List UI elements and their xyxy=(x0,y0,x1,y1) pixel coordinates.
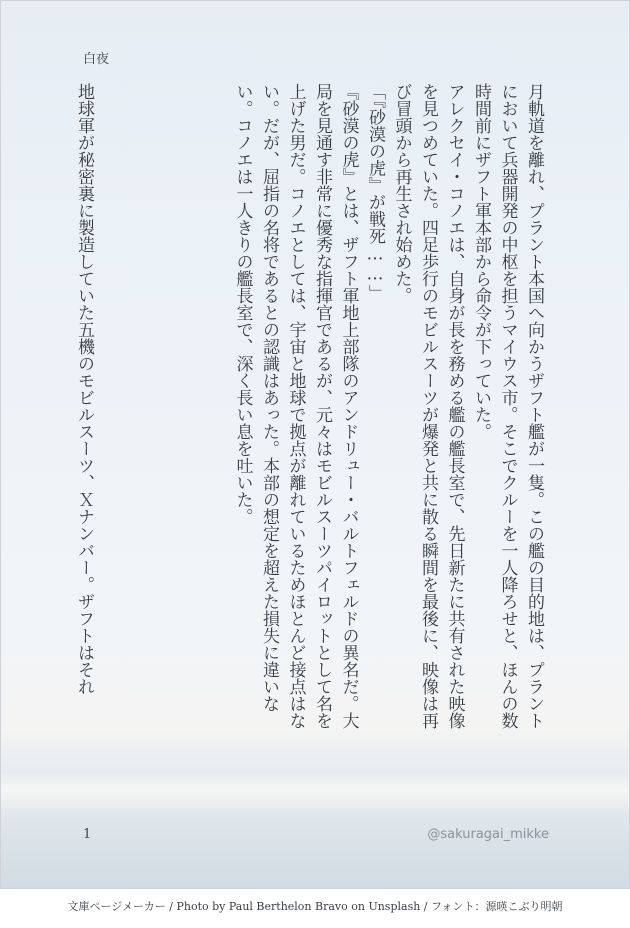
footer-credit: 文庫ページメーカー / Photo by Paul Berthelon Bravo on Unsplash / フォント：源暎こぶり明朝 xyxy=(67,900,563,913)
author-handle: @sakuragai_mikke xyxy=(427,827,549,842)
page-number: 1 xyxy=(83,827,92,842)
chapter-title: 白夜 xyxy=(83,52,110,67)
body-text-continuation: 地球軍が秘密裏に製造していた五機のモビルスーツ、Ｘナンバー。ザフトはそれ xyxy=(74,83,94,695)
body-text-main: 月軌道を離れ、プラント本国へ向かうザフト艦が一隻。この艦の目的地は、プラントにおいて兵器開発の中枢を担うマイウス市。そこでクルーを一人降ろせと、ほんの数時間前にザフト軍本部から命令が下っていた。 アレクセイ・コノエは、自身が長を務める艦の艦長室で、先日新たに共有された映像を見つめていた。四足歩行のモビルスーツが爆発と共に散る瞬間を最後に、映像は再び冒頭から再生され始めた。 「『砂漠の虎』が戦死……」 『砂漠の虎』とは、ザフト軍地上部隊のアンドリュー・バルトフェルドの異名だ。大局を見通す非常に優秀な指揮官であるが、元々はモビルスーツパイロットとして名を上げた男だ。コノエとしては、宇宙と地球で拠点が離れているためほとんど接点はない。だが、屈指の名将であるとの認識はあった。本部の想定を超えた損失に違いない。コノエは一人きりの艦長室で、深く長い息を吐いた。 xyxy=(232,83,544,729)
